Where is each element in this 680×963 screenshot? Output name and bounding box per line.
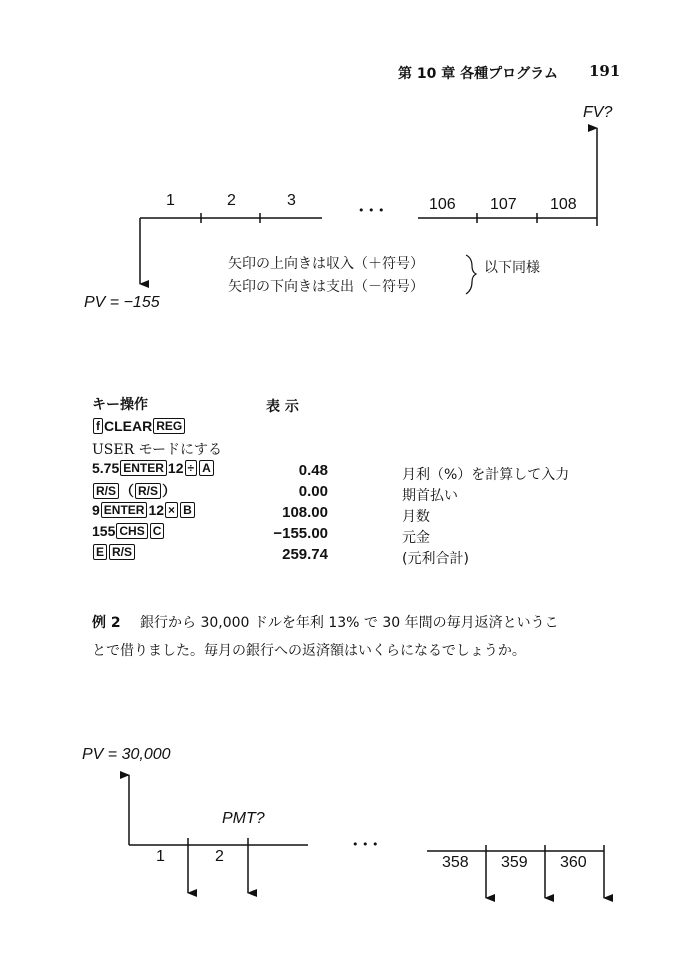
key-text: 9 [92,502,100,518]
tick2-label-359: 359 [501,854,528,871]
keys-header: キー操作 [92,397,148,413]
key-row-1 [92,439,222,459]
tick2-label-360: 360 [560,854,587,871]
tick-label-2: 2 [227,192,236,209]
key-row-3 [92,481,176,501]
row-comment: 月利（%）を計算して入力 [402,467,570,483]
note-side: 以下同様 [484,260,540,276]
display-value: 0.00 [298,483,328,500]
ellipsis-1: • • • [358,204,385,217]
key-text: CLEAR [104,418,153,434]
calculator-key: C [150,523,165,539]
tick-label-3: 3 [287,192,296,209]
calculator-key: R/S [135,483,161,499]
calculator-key: CHS [116,523,147,539]
display-header: 表 示 [266,399,299,415]
display-value: 108.00 [282,504,328,521]
note-line-1: 矢印の上向きは収入（＋符号） [228,256,424,272]
pv2-label: PV = 30,000 [82,746,171,763]
calculator-key: A [199,460,214,476]
key-row-4 [92,502,196,518]
note-brace [466,255,476,294]
tick-label-108: 108 [550,196,577,213]
key-row-0 [92,418,186,434]
tick2-label-1: 1 [156,848,165,865]
calculator-key: f [93,418,103,434]
tick2-label-2: 2 [215,848,224,865]
tick-label-106: 106 [429,196,456,213]
calculator-key: E [93,544,107,560]
example-text-1: 銀行から 30,000 ドルを年利 13% で 30 年間の毎月返済というこ [140,615,559,631]
fv-label: FV? [583,104,613,121]
key-text: 12 [148,502,165,518]
calculator-key: B [180,502,195,518]
calculator-key: ÷ [185,460,198,476]
row-comment: 月数 [402,509,430,525]
calculator-key: ENTER [101,502,148,518]
row-comment: 期首払い [402,488,458,504]
row-comment: (元利合計) [402,551,469,567]
pmt-label: PMT? [222,810,265,827]
key-row-5 [92,523,165,539]
pv-label: PV = −155 [84,294,160,311]
key-text: （ [120,483,135,499]
calculator-key: × [165,502,178,518]
calculator-key: R/S [109,544,135,560]
key-text: USER モードにする [92,442,223,458]
example-label: 例 2 [92,615,121,631]
tick-label-1: 1 [166,192,175,209]
tick2-label-358: 358 [442,854,469,871]
key-row-6 [92,544,136,560]
calculator-key: R/S [93,483,119,499]
key-row-2 [92,460,215,476]
note-line-2: 矢印の下向きは支出（－符号） [228,279,424,295]
tick-label-107: 107 [490,196,517,213]
row-comment: 元金 [402,530,430,546]
example-text-2: とで借りました。毎月の銀行への返済額はいくらになるでしょうか。 [92,643,526,659]
ellipsis-2: • • • [352,838,379,851]
key-text: 5.75 [92,460,120,476]
key-text: 155 [92,523,116,539]
chapter-title: 第 10 章 各種プログラム [398,66,558,82]
display-value: 259.74 [282,546,328,563]
calculator-key: REG [153,418,185,434]
page-number: 191 [589,62,621,80]
key-text: 12 [167,460,184,476]
key-text: ） [162,483,177,499]
calculator-key: ENTER [120,460,167,476]
display-value: 0.48 [298,462,328,479]
display-value: −155.00 [273,525,328,542]
